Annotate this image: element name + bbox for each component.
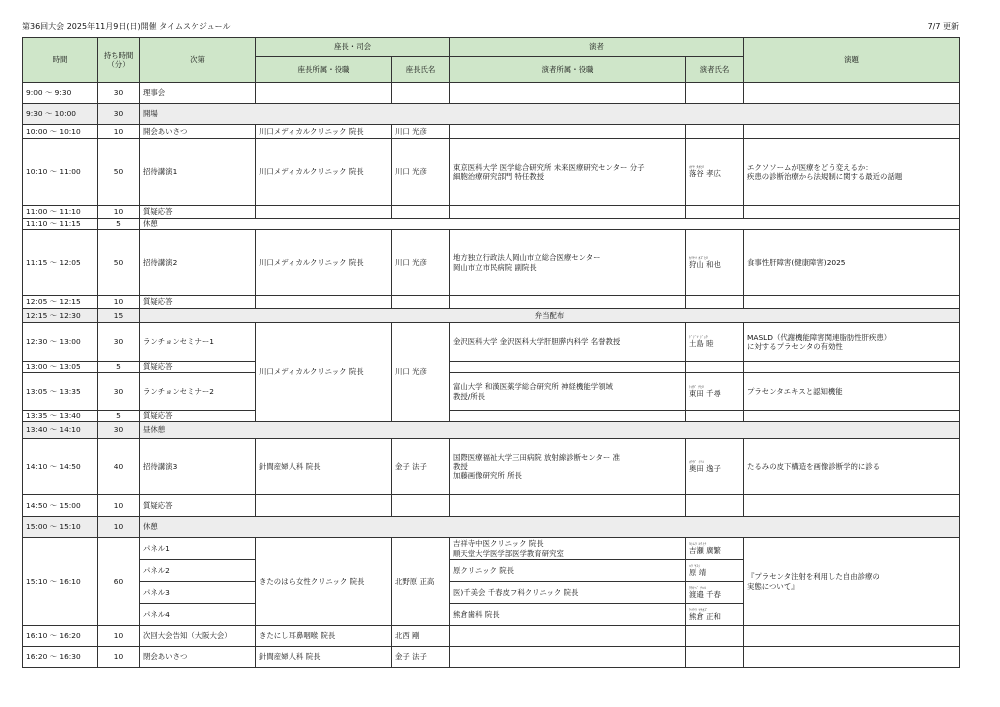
duration-cell: 50 [98, 230, 140, 296]
duration-cell: 30 [98, 373, 140, 411]
speaker-ruby: ｵｸﾀﾞ ｲﾂｺ [689, 459, 705, 464]
program-cell: パネル1 [140, 538, 256, 560]
speaker-affil-cell: 東京医科大学 医学総合研究所 未来医療研究センター 分子 細胞治療研究部門 特任教授 [450, 139, 686, 206]
speaker-name-cell [686, 323, 744, 362]
topic-cell: 『プラセンタ注射を利用した自由診療の 実態について』 [744, 538, 960, 626]
program-cell: パネル3 [140, 582, 256, 604]
speaker-ruby: ﾄﾞｼﾞﾏ ｼﾞｮｳ [689, 335, 708, 340]
speaker-name-cell [686, 139, 744, 206]
table-row [23, 83, 960, 104]
program-cell: 休憩 [140, 517, 960, 538]
program-cell: ランチョンセミナー1 [140, 323, 256, 362]
header-chair-group: 座長・司会 [256, 38, 450, 57]
table-row [23, 517, 960, 538]
duration-cell: 10 [98, 647, 140, 668]
table-row [23, 373, 960, 411]
table-row [23, 206, 960, 219]
time-cell: 12:30 ～ 13:00 [23, 323, 98, 362]
duration-cell: 40 [98, 439, 140, 495]
speaker-ruby: ｸﾏｸﾗ ﾏｻｶｽﾞ [689, 607, 709, 612]
duration-cell: 30 [98, 104, 140, 125]
time-cell: 13:40 ～ 14:10 [23, 422, 98, 439]
header-chair-name: 座長氏名 [392, 57, 450, 83]
time-cell: 10:10 ～ 11:00 [23, 139, 98, 206]
speaker-affil-cell: 地方独立行政法人岡山市立総合医療センター 岡山市立市民病院 副院長 [450, 230, 686, 296]
chair-affil-cell: きたのはら女性クリニック 院長 [256, 538, 392, 626]
chair-affil-cell: 針間産婦人科 院長 [256, 439, 392, 495]
speaker-affil-cell: 医)千美会 千春皮フ科クリニック 院長 [450, 582, 686, 604]
speaker-name-cell [686, 439, 744, 495]
header-speaker-name: 演者氏名 [686, 57, 744, 83]
duration-cell: 10 [98, 125, 140, 139]
speaker-affil-cell: 吉祥寺中医クリニック 院長 順天堂大学医学部医学教育研究室 [450, 538, 686, 560]
time-cell: 14:50 ～ 15:00 [23, 495, 98, 517]
header-chair-affil: 座長所属・役職 [256, 57, 392, 83]
time-cell: 10:00 ～ 10:10 [23, 125, 98, 139]
topic-cell: プラセンタエキスと認知機能 [744, 373, 960, 411]
speaker-name-cell [686, 538, 744, 560]
speaker-ruby: ﾖｼﾑﾗ ｺｳｲﾁ [689, 541, 707, 546]
header-duration: 持ち時間 （分） [98, 38, 140, 83]
speaker-affil-cell: 富山大学 和漢医薬学総合研究所 神経機能学領域 教授/所長 [450, 373, 686, 411]
program-cell: 閉会あいさつ [140, 647, 256, 668]
program-cell: 次回大会告知（大阪大会） [140, 626, 256, 647]
table-row [23, 219, 960, 230]
duration-cell: 5 [98, 219, 140, 230]
time-cell: 11:10 ～ 11:15 [23, 219, 98, 230]
speaker-name: 渡邉 千春 [689, 589, 721, 599]
table-row [23, 495, 960, 517]
table-row [23, 626, 960, 647]
duration-cell: 10 [98, 495, 140, 517]
speaker-name: 土島 睦 [689, 339, 714, 349]
program-cell: 質疑応答 [140, 362, 256, 373]
chair-affil-cell: 川口メディカルクリニック 院長 [256, 230, 392, 296]
time-cell: 16:10 ～ 16:20 [23, 626, 98, 647]
time-cell: 15:00 ～ 15:10 [23, 517, 98, 538]
speaker-name: 奥田 逸子 [689, 463, 721, 473]
program-cell: 招待講演1 [140, 139, 256, 206]
table-row [23, 411, 960, 422]
speaker-name: 東田 千尋 [689, 388, 721, 398]
document-title: 第36回大会 2025年11月9日(日)開催 タイムスケジュール [22, 22, 231, 31]
speaker-ruby: ｶﾘﾔﾏ ｶｽﾞﾋﾛ [689, 255, 709, 260]
duration-cell: 5 [98, 362, 140, 373]
program-cell: 弁当配布 [140, 309, 960, 323]
time-cell: 15:10 ～ 16:10 [23, 538, 98, 626]
topic-cell: たるみの皮下構造を画像診断学的に診る [744, 439, 960, 495]
chair-name-cell: 川口 光彦 [392, 323, 450, 422]
speaker-name: 狩山 和也 [689, 259, 721, 269]
chair-name-cell: 金子 法子 [392, 439, 450, 495]
table-row [23, 139, 960, 206]
speaker-affil-cell: 国際医療福祉大学三田病院 放射線診断センター 准 教授 加藤画像研究所 所長 [450, 439, 686, 495]
chair-name-cell: 川口 光彦 [392, 230, 450, 296]
header-speaker-group: 演者 [450, 38, 744, 57]
time-cell: 9:00 ～ 9:30 [23, 83, 98, 104]
duration-cell: 10 [98, 517, 140, 538]
header-time: 時間 [23, 38, 98, 83]
duration-cell: 60 [98, 538, 140, 626]
program-cell: パネル4 [140, 604, 256, 626]
time-cell: 12:15 ～ 12:30 [23, 309, 98, 323]
chair-affil-cell: 川口メディカルクリニック 院長 [256, 139, 392, 206]
time-cell: 13:05 ～ 13:35 [23, 373, 98, 411]
table-row [23, 538, 960, 560]
time-cell: 13:00 ～ 13:05 [23, 362, 98, 373]
chair-name-cell: 川口 光彦 [392, 125, 450, 139]
program-cell: 開会あいさつ [140, 125, 256, 139]
speaker-ruby: ｵﾁﾔ ﾀｶﾋﾛ [689, 165, 705, 170]
program-cell: 招待講演3 [140, 439, 256, 495]
program-cell: 昼休憩 [140, 422, 960, 439]
table-row [23, 296, 960, 309]
table-row [23, 230, 960, 296]
duration-cell: 30 [98, 83, 140, 104]
time-cell: 16:20 ～ 16:30 [23, 647, 98, 668]
program-cell: 質疑応答 [140, 206, 256, 219]
duration-cell: 15 [98, 309, 140, 323]
duration-cell: 10 [98, 296, 140, 309]
time-cell: 11:15 ～ 12:05 [23, 230, 98, 296]
topic-cell: 食事性肝障害(健康障害)2025 [744, 230, 960, 296]
topic-cell: エクソソームが医療をどう変えるか： 疾患の診断治療から法規制に関する最近の話題 [744, 139, 960, 206]
duration-cell: 30 [98, 323, 140, 362]
program-cell: パネル2 [140, 560, 256, 582]
speaker-name: 熊倉 正和 [689, 611, 721, 621]
program-cell: 招待講演2 [140, 230, 256, 296]
program-cell: 質疑応答 [140, 296, 256, 309]
table-row [23, 323, 960, 362]
speaker-ruby: ﾊﾗ ﾔｽｼ [689, 563, 701, 568]
duration-cell: 50 [98, 139, 140, 206]
speaker-name: 吉瀬 廣繁 [689, 545, 721, 555]
duration-cell: 10 [98, 626, 140, 647]
chair-name-cell: 川口 光彦 [392, 139, 450, 206]
table-row [23, 125, 960, 139]
speaker-name-cell [686, 604, 744, 626]
program-cell: 質疑応答 [140, 495, 256, 517]
chair-name-cell: 金子 法子 [392, 647, 450, 668]
speaker-affil-cell: 原クリニック 院長 [450, 560, 686, 582]
table-row [23, 647, 960, 668]
program-cell: 質疑応答 [140, 411, 256, 422]
table-row [23, 422, 960, 439]
header-topic: 演題 [744, 38, 960, 83]
program-cell: 開場 [140, 104, 960, 125]
chair-affil-cell: 川口メディカルクリニック 院長 [256, 323, 392, 422]
speaker-name: 原 靖 [689, 567, 707, 577]
program-cell: ランチョンセミナー2 [140, 373, 256, 411]
time-cell: 11:00 ～ 11:10 [23, 206, 98, 219]
update-label: 7/7 更新 [927, 22, 959, 31]
program-cell: 休憩 [140, 219, 960, 230]
speaker-name-cell [686, 373, 744, 411]
topic-cell: MASLD（代謝機能障害関連脂肪性肝疾患） に対するプラセンタの有効性 [744, 323, 960, 362]
speaker-name: 落谷 孝広 [689, 169, 721, 179]
chair-name-cell: 北西 剛 [392, 626, 450, 647]
program-cell: 理事会 [140, 83, 256, 104]
duration-cell: 30 [98, 422, 140, 439]
header-speaker-affil: 演者所属・役職 [450, 57, 686, 83]
speaker-ruby: ﾜﾀﾅﾍﾞ ﾁﾊﾙ [689, 585, 707, 590]
schedule-table [22, 37, 960, 668]
time-cell: 9:30 ～ 10:00 [23, 104, 98, 125]
speaker-name-cell [686, 582, 744, 604]
time-cell: 13:35 ～ 13:40 [23, 411, 98, 422]
duration-cell: 5 [98, 411, 140, 422]
speaker-name-cell [686, 230, 744, 296]
speaker-affil-cell: 熊倉歯科 院長 [450, 604, 686, 626]
header-row [23, 38, 960, 57]
header-program: 次第 [140, 38, 256, 83]
chair-affil-cell: きたにし耳鼻咽喉 院長 [256, 626, 392, 647]
speaker-name-cell [686, 560, 744, 582]
speaker-ruby: ﾄｵﾀﾞ ﾁﾋﾛ [689, 384, 705, 389]
table-row [23, 309, 960, 323]
chair-name-cell: 北野原 正高 [392, 538, 450, 626]
duration-cell: 10 [98, 206, 140, 219]
table-row [23, 362, 960, 373]
speaker-affil-cell: 金沢医科大学 金沢医科大学肝胆膵内科学 名誉教授 [450, 323, 686, 362]
table-row [23, 439, 960, 495]
time-cell: 14:10 ～ 14:50 [23, 439, 98, 495]
time-cell: 12:05 ～ 12:15 [23, 296, 98, 309]
table-row [23, 104, 960, 125]
chair-affil-cell: 川口メディカルクリニック 院長 [256, 125, 392, 139]
chair-affil-cell: 針間産婦人科 院長 [256, 647, 392, 668]
